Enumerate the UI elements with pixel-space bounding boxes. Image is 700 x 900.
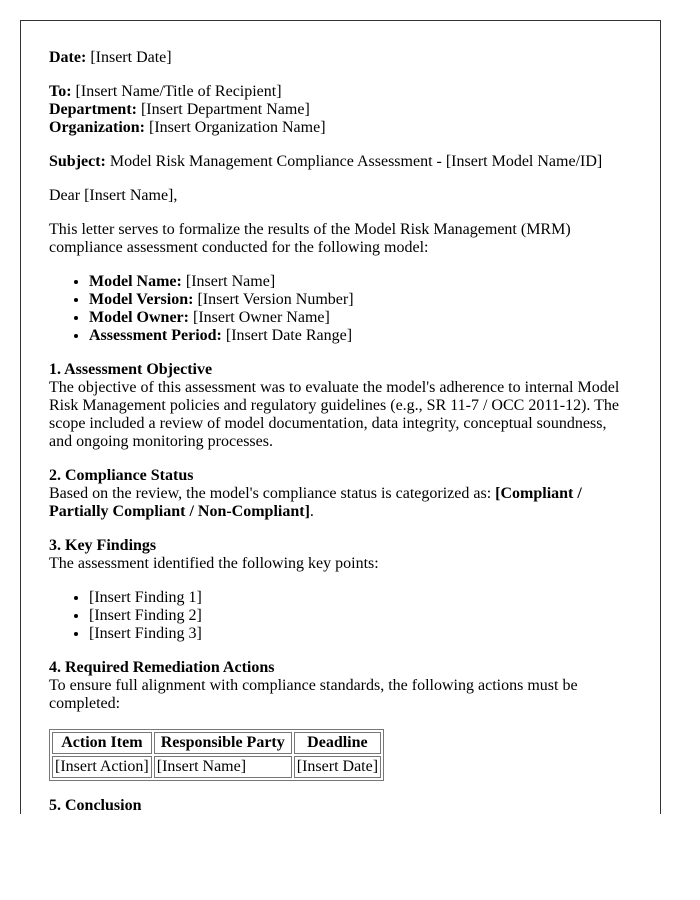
detail-label: Model Owner: [89,309,189,326]
section-text [49,485,632,521]
status-options: [Compliant / Partially Compliant / Non-Compliant] [49,485,582,520]
detail-value: [Insert Date Range] [225,327,353,344]
column-header: Action Item [52,732,152,754]
detail-value: [Insert Owner Name] [192,309,330,326]
organization-value: [Insert Organization Name] [149,119,326,136]
section-heading: 3. Key Findings [49,537,157,554]
table-header-row [52,732,381,754]
list-item: • [Insert Finding 2] [89,607,632,625]
section-heading: 5. Conclusion [49,797,142,814]
findings-list [49,589,632,643]
salutation: Dear [Insert Name], [49,187,178,204]
date-label: Date: [49,49,87,66]
to-value: [Insert Name/Title of Recipient] [75,83,282,100]
section-text: To ensure full alignment with compliance standards, the following actions must be completed: [49,677,578,712]
list-item [89,291,632,309]
department-value: [Insert Department Name] [140,101,310,118]
department-label: Department: [49,101,137,118]
remediation-table [49,729,384,781]
section-heading: 2. Compliance Status [49,467,194,484]
list-item: • [Insert Finding 1] [89,589,632,607]
subject-value: Model Risk Management Compliance Assessment - [Insert Model Name/ID] [109,153,603,170]
list-item [89,309,632,327]
column-header: Deadline [294,732,381,754]
subject-line [49,153,632,171]
list-item [89,327,632,345]
recipient-block [49,83,632,137]
table-cell: [Insert Action] [52,756,152,778]
list-item: • [Insert Finding 3] [89,625,632,643]
detail-value: [Insert Name] [185,273,276,290]
section-text: The assessment identified the following key points: [49,555,379,572]
detail-label: Model Version: [89,291,194,308]
table-cell: [Insert Name] [154,756,292,778]
detail-label: Assessment Period: [89,327,222,344]
section-heading: 4. Required Remediation Actions [49,659,275,676]
status-text: Based on the review, the model's compliance status is categorized as: [49,485,496,502]
detail-label: Model Name: [89,273,182,290]
date-value: [Insert Date] [90,49,172,66]
date-line [49,49,632,67]
model-details-list [49,273,632,345]
table-cell: [Insert Date] [294,756,381,778]
subject-label: Subject: [49,153,106,170]
intro-paragraph: This letter serves to formalize the results of the Model Risk Management (MRM) compliance assessment conducted for the following model: [49,221,571,256]
detail-value: [Insert Version Number] [197,291,354,308]
letter-document [20,20,661,814]
section-heading: 1. Assessment Objective [49,361,213,378]
column-header: Responsible Party [154,732,292,754]
section-text: The objective of this assessment was to evaluate the model's adherence to internal Model Risk Management policies and regulatory guidelines (e.g., SR 11-7 / OCC 2011-12). The scope included a review of model documentation, data integrity, conceptual soundness, and ongoing monitoring processes. [49,379,620,450]
table-row [52,756,381,778]
status-end: . [309,503,314,520]
list-item [89,273,632,291]
to-label: To: [49,83,72,100]
organization-label: Organization: [49,119,145,136]
